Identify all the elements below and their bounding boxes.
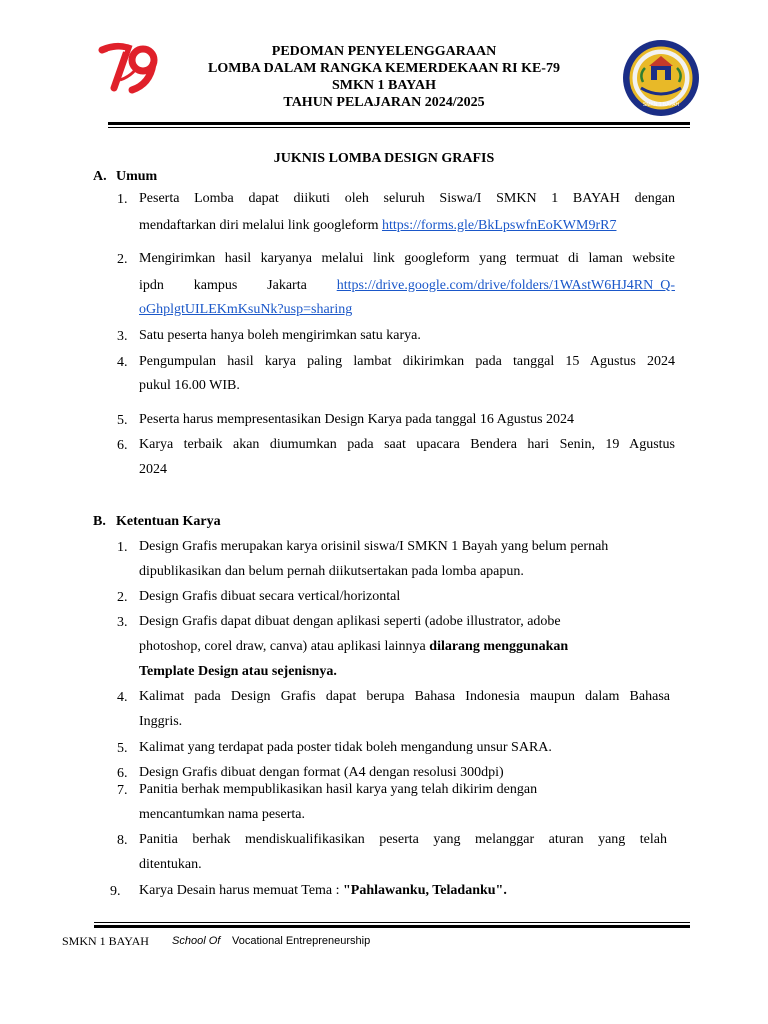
footer-rule-thick bbox=[94, 925, 690, 928]
list-item-number: 5. bbox=[117, 741, 128, 756]
list-item-text-cont bbox=[139, 879, 675, 904]
list-item-number: 5. bbox=[117, 413, 128, 428]
header-line-2: LOMBA DALAM RANGKA KEMERDEKAAN RI KE-79 bbox=[208, 61, 560, 76]
school-logo-ring-text: SMKN 1 BAYAH bbox=[642, 102, 680, 108]
list-item-text: Peserta Lomba dapat diikuti oleh seluruh Siswa/I SMKN 1 BAYAH dengan bbox=[139, 191, 675, 206]
footer-school-name: SMKN 1 BAYAH bbox=[62, 934, 149, 948]
list-item-text: mencantumkan nama peserta. bbox=[139, 807, 305, 822]
header-line-1: PEDOMAN PENYELENGGARAAN bbox=[271, 44, 497, 59]
section-a-label: A. bbox=[93, 169, 107, 184]
list-item-text: Design Grafis dibuat dengan format (A4 dengan resolusi 300dpi) bbox=[139, 765, 504, 780]
drive-link-part1[interactable]: https://drive.google.com/drive/folders/1WAstW6HJ4RN_Q- bbox=[336, 278, 675, 293]
list-item-number: 6. bbox=[117, 438, 128, 453]
list-item-text: Inggris. bbox=[139, 714, 183, 729]
list-item-text: ipdn kampus Jakarta bbox=[139, 278, 337, 293]
list-item-number: 6. bbox=[117, 766, 128, 781]
list-item-text-cont bbox=[139, 298, 675, 323]
list-item-text: Peserta harus mempresentasikan Design Karya pada tanggal 16 Agustus 2024 bbox=[139, 412, 575, 427]
list-item-text: Kalimat yang terdapat pada poster tidak boleh mengandung unsur SARA. bbox=[139, 740, 552, 755]
section-b-heading: Ketentuan Karya bbox=[116, 514, 221, 529]
list-item-text: Design Grafis merupakan karya orisinil siswa/I SMKN 1 Bayah yang belum pernah bbox=[139, 539, 609, 554]
list-item-number: 3. bbox=[117, 329, 128, 344]
list-item-bold-text: dilarang menggunakan bbox=[429, 639, 569, 654]
list-item-text: Design Grafis dibuat secara vertical/horizontal bbox=[139, 589, 401, 604]
footer-tagline-italic: School Of bbox=[172, 935, 221, 947]
list-item-text: photoshop, corel draw, canva) atau aplikasi lainnya bbox=[139, 639, 430, 654]
list-item-text-cont bbox=[139, 214, 675, 239]
list-item-number: 3. bbox=[117, 615, 128, 630]
list-item-number: 4. bbox=[117, 690, 128, 705]
list-item-number: 1. bbox=[117, 540, 128, 555]
list-item-text: Karya Desain harus memuat Tema : bbox=[139, 883, 344, 898]
list-item-text-cont bbox=[139, 635, 675, 660]
section-a-heading: Umum bbox=[116, 169, 158, 184]
list-item-text: Kalimat pada Design Grafis dapat berupa Bahasa Indonesia maupun dalam Bahasa bbox=[139, 689, 670, 704]
list-item-number: 9. bbox=[110, 884, 121, 899]
list-item-number: 4. bbox=[117, 355, 128, 370]
list-item-number: 7. bbox=[117, 783, 128, 798]
list-item-text-cont bbox=[139, 274, 675, 299]
list-item-text: Panitia berhak mendiskualifikasikan peserta yang melanggar aturan yang telah bbox=[139, 832, 667, 847]
list-item-text: pukul 16.00 WIB. bbox=[139, 378, 240, 393]
list-item-text: Karya terbaik akan diumumkan pada saat upacara Bendera hari Senin, 19 Agustus bbox=[139, 437, 675, 452]
list-item-bold-text: "Pahlawanku, Teladanku". bbox=[343, 883, 507, 898]
list-item-number: 1. bbox=[117, 192, 128, 207]
list-item-number: 8. bbox=[117, 833, 128, 848]
googleform-link[interactable]: https://forms.gle/BkLpswfnEoKWM9rR7 bbox=[381, 218, 617, 233]
header-rule-thick bbox=[108, 122, 690, 125]
section-b-label: B. bbox=[93, 514, 106, 529]
list-item-text: Design Grafis dapat dibuat dengan aplikasi seperti (adobe illustrator, adobe bbox=[139, 614, 561, 629]
header-rule-thin bbox=[108, 127, 690, 128]
list-item-text: dipublikasikan dan belum pernah diikutsertakan pada lomba apapun. bbox=[139, 564, 524, 579]
list-item-text: 2024 bbox=[139, 462, 167, 477]
document-title: JUKNIS LOMBA DESIGN GRAFIS bbox=[273, 151, 495, 166]
list-item-text: Satu peserta hanya boleh mengirimkan satu karya. bbox=[139, 328, 421, 343]
header-line-4: TAHUN PELAJARAN 2024/2025 bbox=[283, 95, 485, 110]
list-item-text: ditentukan. bbox=[139, 857, 202, 872]
header-line-3: SMKN 1 BAYAH bbox=[332, 78, 436, 93]
list-item-text: Pengumpulan hasil karya paling lambat dikirimkan pada tanggal 15 Agustus 2024 bbox=[139, 354, 675, 369]
list-item-number: 2. bbox=[117, 252, 128, 267]
drive-link-part2[interactable]: oGhplgtUILEKmKsuNk?usp=sharing bbox=[139, 302, 353, 317]
list-item-text: mendaftarkan diri melalui link googleform bbox=[139, 218, 382, 233]
list-item-bold-text: Template Design atau sejenisnya. bbox=[139, 664, 337, 679]
list-item-text: Mengirimkan hasil karyanya melalui link googleform yang termuat di laman website bbox=[139, 251, 675, 266]
list-item-text: Panitia berhak mempublikasikan hasil karya yang telah dikirim dengan bbox=[139, 782, 538, 797]
list-item-number: 2. bbox=[117, 590, 128, 605]
footer-tagline: Vocational Entrepreneurship bbox=[232, 935, 371, 947]
footer-rule-thin bbox=[94, 922, 690, 923]
